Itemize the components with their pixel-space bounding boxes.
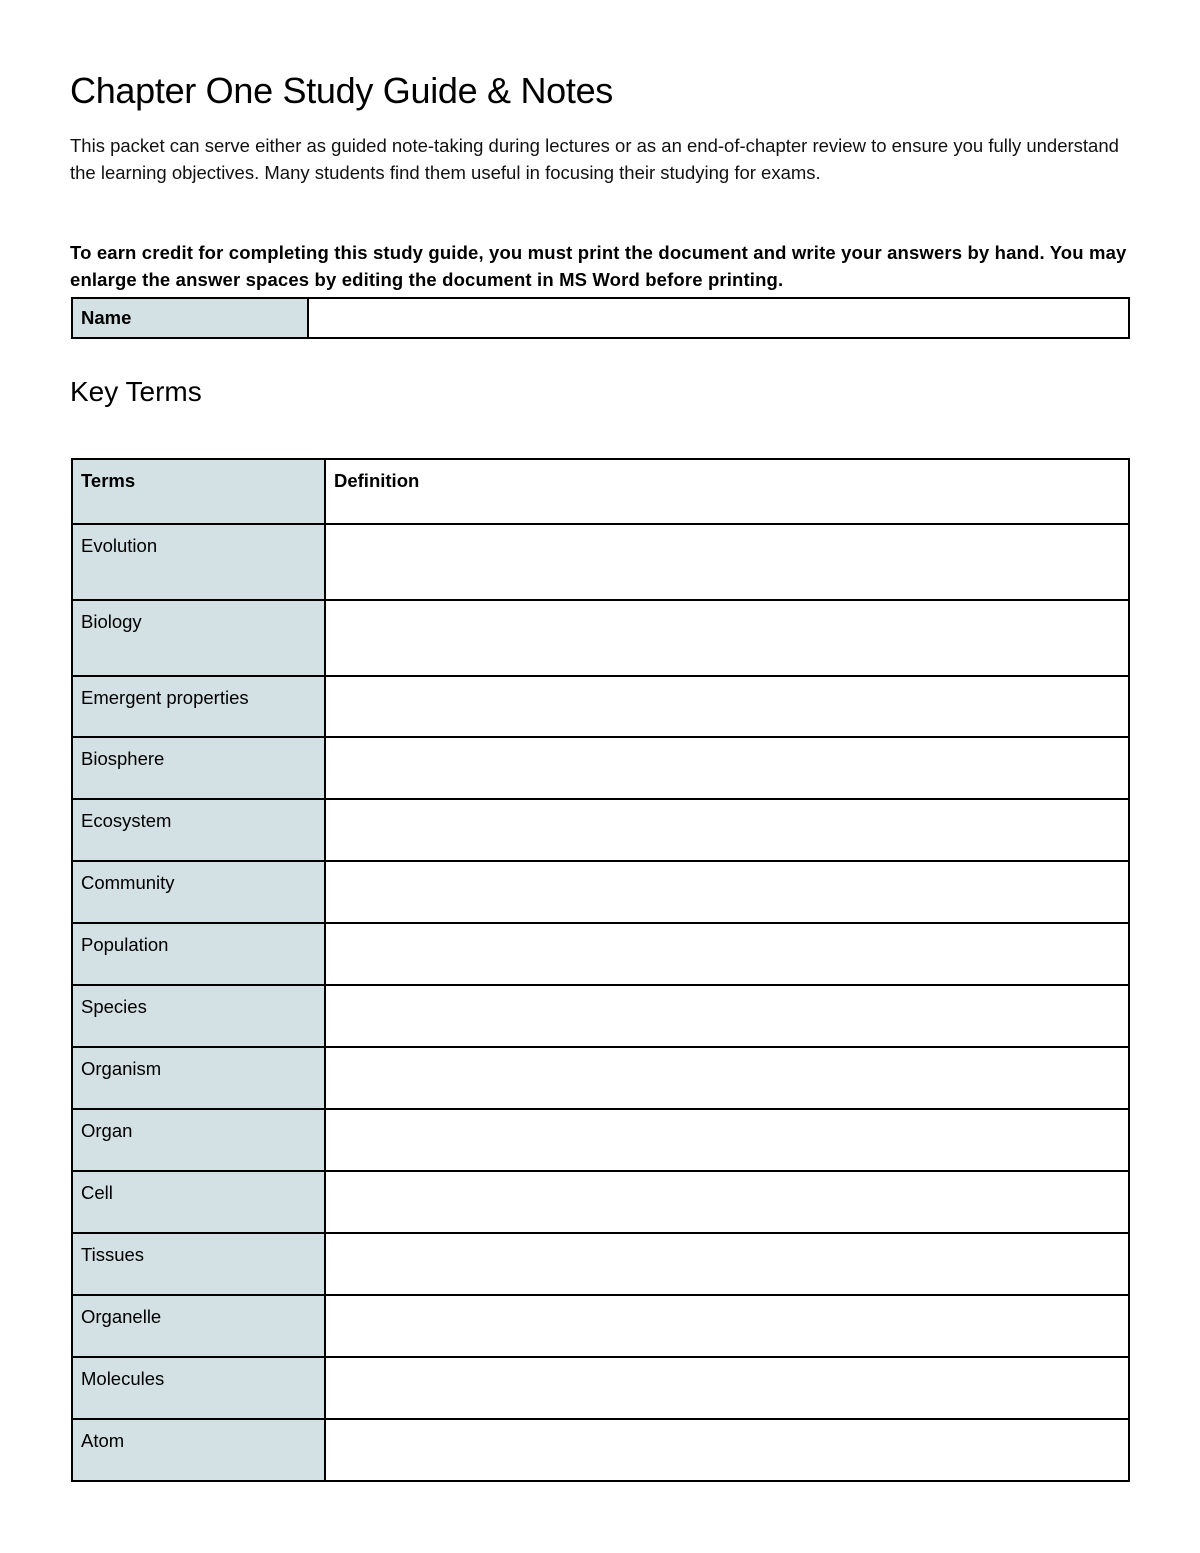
key-terms-table (71, 458, 1130, 1482)
table-row (72, 1233, 1129, 1295)
name-row (72, 298, 1129, 338)
term-cell: Evolution (72, 524, 325, 600)
term-cell: Emergent properties (72, 676, 325, 737)
definition-answer-cell[interactable] (325, 737, 1129, 799)
page-title: Chapter One Study Guide & Notes (70, 70, 614, 111)
terms-column-header: Terms (72, 459, 325, 524)
definition-answer-cell[interactable] (325, 1419, 1129, 1481)
term-cell: Community (72, 861, 325, 923)
table-row (72, 600, 1129, 676)
term-cell: Atom (72, 1419, 325, 1481)
table-row (72, 1419, 1129, 1481)
definition-answer-cell[interactable] (325, 1295, 1129, 1357)
table-row (72, 676, 1129, 737)
table-row (72, 1295, 1129, 1357)
name-label: Name (72, 298, 308, 338)
definition-answer-cell[interactable] (325, 861, 1129, 923)
table-row (72, 1171, 1129, 1233)
table-row (72, 1109, 1129, 1171)
table-row (72, 1047, 1129, 1109)
term-cell: Biology (72, 600, 325, 676)
table-row (72, 737, 1129, 799)
term-cell: Organelle (72, 1295, 325, 1357)
definition-answer-cell[interactable] (325, 1171, 1129, 1233)
intro-paragraph: This packet can serve either as guided note-taking during lectures or as an end-of-chapter review to ensure you fully understand the learning objectives. Many students find them useful in focusing their studying for exams. (70, 135, 1119, 183)
term-cell: Species (72, 985, 325, 1047)
definition-column-header: Definition (325, 459, 1129, 524)
name-field[interactable] (308, 298, 1129, 338)
term-cell: Organ (72, 1109, 325, 1171)
term-cell: Ecosystem (72, 799, 325, 861)
term-cell: Cell (72, 1171, 325, 1233)
definition-answer-cell[interactable] (325, 1233, 1129, 1295)
term-cell: Tissues (72, 1233, 325, 1295)
term-cell: Molecules (72, 1357, 325, 1419)
definition-answer-cell[interactable] (325, 923, 1129, 985)
definition-answer-cell[interactable] (325, 1047, 1129, 1109)
table-row (72, 799, 1129, 861)
definition-answer-cell[interactable] (325, 524, 1129, 600)
table-row (72, 1357, 1129, 1419)
table-row (72, 985, 1129, 1047)
key-terms-heading: Key Terms (70, 376, 202, 407)
table-row (72, 524, 1129, 600)
definition-answer-cell[interactable] (325, 985, 1129, 1047)
term-cell: Biosphere (72, 737, 325, 799)
definition-answer-cell[interactable] (325, 799, 1129, 861)
definition-answer-cell[interactable] (325, 1357, 1129, 1419)
table-row (72, 923, 1129, 985)
instructions-paragraph: To earn credit for completing this study guide, you must print the document and write your answers by hand. You may enlarge the answer spaces by editing the document in MS Word before printing. (70, 242, 1127, 290)
definition-answer-cell[interactable] (325, 600, 1129, 676)
name-table (71, 297, 1130, 339)
term-cell: Organism (72, 1047, 325, 1109)
table-header-row (72, 459, 1129, 524)
term-cell: Population (72, 923, 325, 985)
definition-answer-cell[interactable] (325, 1109, 1129, 1171)
definition-answer-cell[interactable] (325, 676, 1129, 737)
table-row (72, 861, 1129, 923)
